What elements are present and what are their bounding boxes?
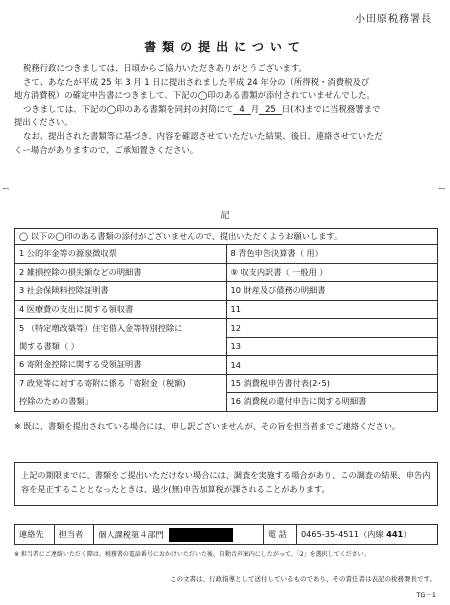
table-row	[15, 282, 438, 301]
item-cell: 4 医療費の支出に関する領収書	[15, 300, 227, 319]
list-intro: ◯ 以下の◯印のある書類の添付がございませんので、提出いただくようお願いします。	[14, 228, 438, 244]
ki-heading: 記	[220, 211, 230, 221]
item-cell: 16 消費税の還付申告に関する明細書	[226, 393, 438, 412]
paragraph-notice-line2: 地方消費税）の確定申告書につきまして、下記の◯印のある書類が添付されていませんでした。	[14, 90, 375, 101]
due-weekday: (木)	[290, 103, 306, 114]
document-title: 書類の提出について	[144, 40, 306, 54]
form-code: TG－1	[416, 591, 436, 599]
item-cell: 5 （特定増改築等）住宅借入金等特別控除に	[15, 319, 227, 338]
contact-label: 連絡先	[15, 525, 55, 545]
table-row	[15, 374, 438, 393]
item-cell: 8 青色申告決算書（ 用）	[226, 245, 438, 264]
paragraph-deadline	[14, 103, 440, 117]
table-row	[15, 356, 438, 375]
contact-table	[14, 524, 438, 545]
extension-close: ）	[403, 529, 412, 539]
item-cell: 6 寄附金控除に関する受領証明書	[15, 356, 227, 375]
day-unit: 日	[281, 103, 291, 114]
paragraph-notice-line1: さて、あなたが平成 25 年 3 月 1 日に提出されました平成 24 年分の（所得税・消費税及び	[23, 76, 370, 87]
paragraph-deadline-end: 提出ください。	[14, 117, 73, 128]
item-cell: 7 政党等に対する寄附に係る「寄附金（税額)	[15, 374, 227, 393]
paragraph-greeting: 税務行政につきましては、日頃からご協力いただきありがとうございます。	[23, 63, 307, 73]
item-cell: 関する書類（ ）	[15, 337, 227, 356]
paragraph-followup-line2: くー場合がありますので、ご承知置きください。	[14, 144, 199, 155]
item-cell: 控除のための書類」	[15, 393, 227, 412]
letter-body	[14, 62, 440, 157]
deadline-text-a: つきましては、下記の◯印のある書類を同封の封筒にて	[23, 103, 234, 114]
department	[94, 525, 264, 545]
penalty-warning: 上記の期限までに、書類をご提出いただけない場合には、調査を実施する場合があり、この調査の結果、申告内容を是正することとなったときは、過少(無)申告加算税が課されることがあります。	[14, 462, 438, 506]
due-month: 4	[233, 104, 250, 115]
department-name: 個人課税第４部門	[98, 529, 164, 539]
item-cell: 3 社会保険料控除証明書	[15, 282, 227, 301]
month-unit: 月	[250, 103, 260, 114]
redacted-name	[169, 528, 233, 542]
footer-statement: この文書は、行政指導として送付しているものであり、その責任者は表記の税務署長です。	[170, 575, 436, 583]
table-row	[15, 525, 438, 545]
item-cell: 14	[226, 356, 438, 375]
table-row	[15, 300, 438, 319]
item-cell: ⑨ 収支内訳書（ 一般用 ）	[226, 263, 438, 282]
right-margin-mark: ー	[438, 184, 446, 193]
due-day: 25	[259, 104, 282, 115]
extension-number: 441	[386, 529, 404, 539]
sender-name: 小田原税務署長	[355, 14, 432, 25]
item-cell: 2 雑損控除の損失額などの明細書	[15, 263, 227, 282]
deadline-text-b: までに当税務署まで	[305, 103, 381, 114]
left-margin-mark: ー	[2, 184, 10, 193]
item-cell: 12	[226, 319, 438, 338]
phone-number	[296, 525, 437, 545]
phone-footnote: ※ 担当者にご連絡いただく際は、税務署の電話番号におかけいただいた後、自動音声案内にしたがって、「2」を選択してください。	[14, 551, 370, 558]
item-cell: 1 公的年金等の源泉徴収票	[15, 245, 227, 264]
person-label: 担当者	[54, 525, 94, 545]
table-row	[15, 393, 438, 412]
phone-label: 電 話	[263, 525, 296, 545]
already-submitted-note: ※ 既に、書類を提出されている場合には、申し訳ございませんが、その旨を担当者までご連絡ください。	[14, 421, 401, 431]
table-row	[15, 245, 438, 264]
item-cell: 15 消費税申告書付表(2･5)	[226, 374, 438, 393]
item-cell: 11	[226, 300, 438, 319]
item-cell: 10 財産及び債務の明細書	[226, 282, 438, 301]
paragraph-followup-line1: なお、提出された書類等に基づき、内容を確認させていただいた結果、後日、連絡させていただ	[23, 130, 383, 141]
table-row	[15, 319, 438, 338]
table-row	[15, 263, 438, 282]
document-checklist	[14, 244, 438, 412]
phone-text: 0465-35-4511（内線	[300, 529, 384, 539]
table-row	[15, 337, 438, 356]
item-cell: 13	[226, 337, 438, 356]
